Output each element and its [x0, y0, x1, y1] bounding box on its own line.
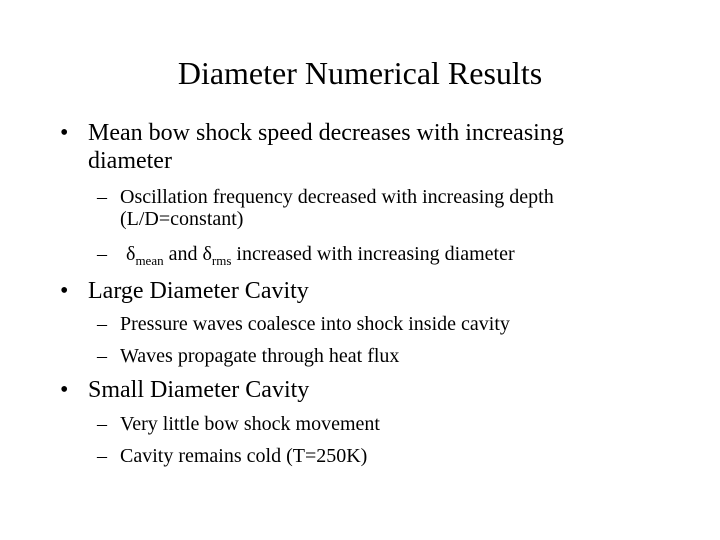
sub-item-text-line-1: Waves propagate through heat flux	[120, 345, 400, 367]
subscript-rms: rms	[211, 253, 232, 268]
and-text: and	[163, 243, 203, 265]
sub-item-marker: –	[97, 243, 107, 265]
sub-item-marker: –	[97, 445, 107, 467]
delta-symbol: δ	[202, 243, 212, 265]
sub-item-text-line-1: Very little bow shock movement	[120, 413, 380, 435]
slide-title: Diameter Numerical Results	[177, 55, 543, 91]
sub-item-text-line-1: Oscillation frequency decreased with increasing depth	[120, 186, 554, 208]
sub-item-marker: –	[97, 345, 107, 367]
bullet-text-line-2: diameter	[88, 148, 172, 174]
bullet-text-line-1: Mean bow shock speed decreases with increasing	[88, 120, 564, 146]
sub-item-text	[126, 243, 515, 267]
sub-item-marker: –	[97, 186, 107, 208]
sub-item-text-line-2: (L/D=constant)	[120, 208, 244, 230]
delta-symbol: δ	[126, 243, 136, 265]
bullet-marker: •	[60, 377, 69, 403]
bullet-text-line-1: Large Diameter Cavity	[88, 278, 309, 304]
rest-text: increased with increasing diameter	[231, 243, 515, 265]
sub-item-text-line-1: Cavity remains cold (T=250K)	[120, 445, 368, 467]
bullet-text-line-1: Small Diameter Cavity	[88, 377, 310, 403]
sub-item-marker: –	[97, 413, 107, 435]
bullet-marker: •	[60, 278, 69, 304]
sub-item-marker: –	[97, 313, 107, 335]
subscript-mean: mean	[135, 253, 164, 268]
sub-item-text-line-1: Pressure waves coalesce into shock inside cavity	[120, 313, 510, 335]
bullet-marker: •	[60, 120, 69, 146]
